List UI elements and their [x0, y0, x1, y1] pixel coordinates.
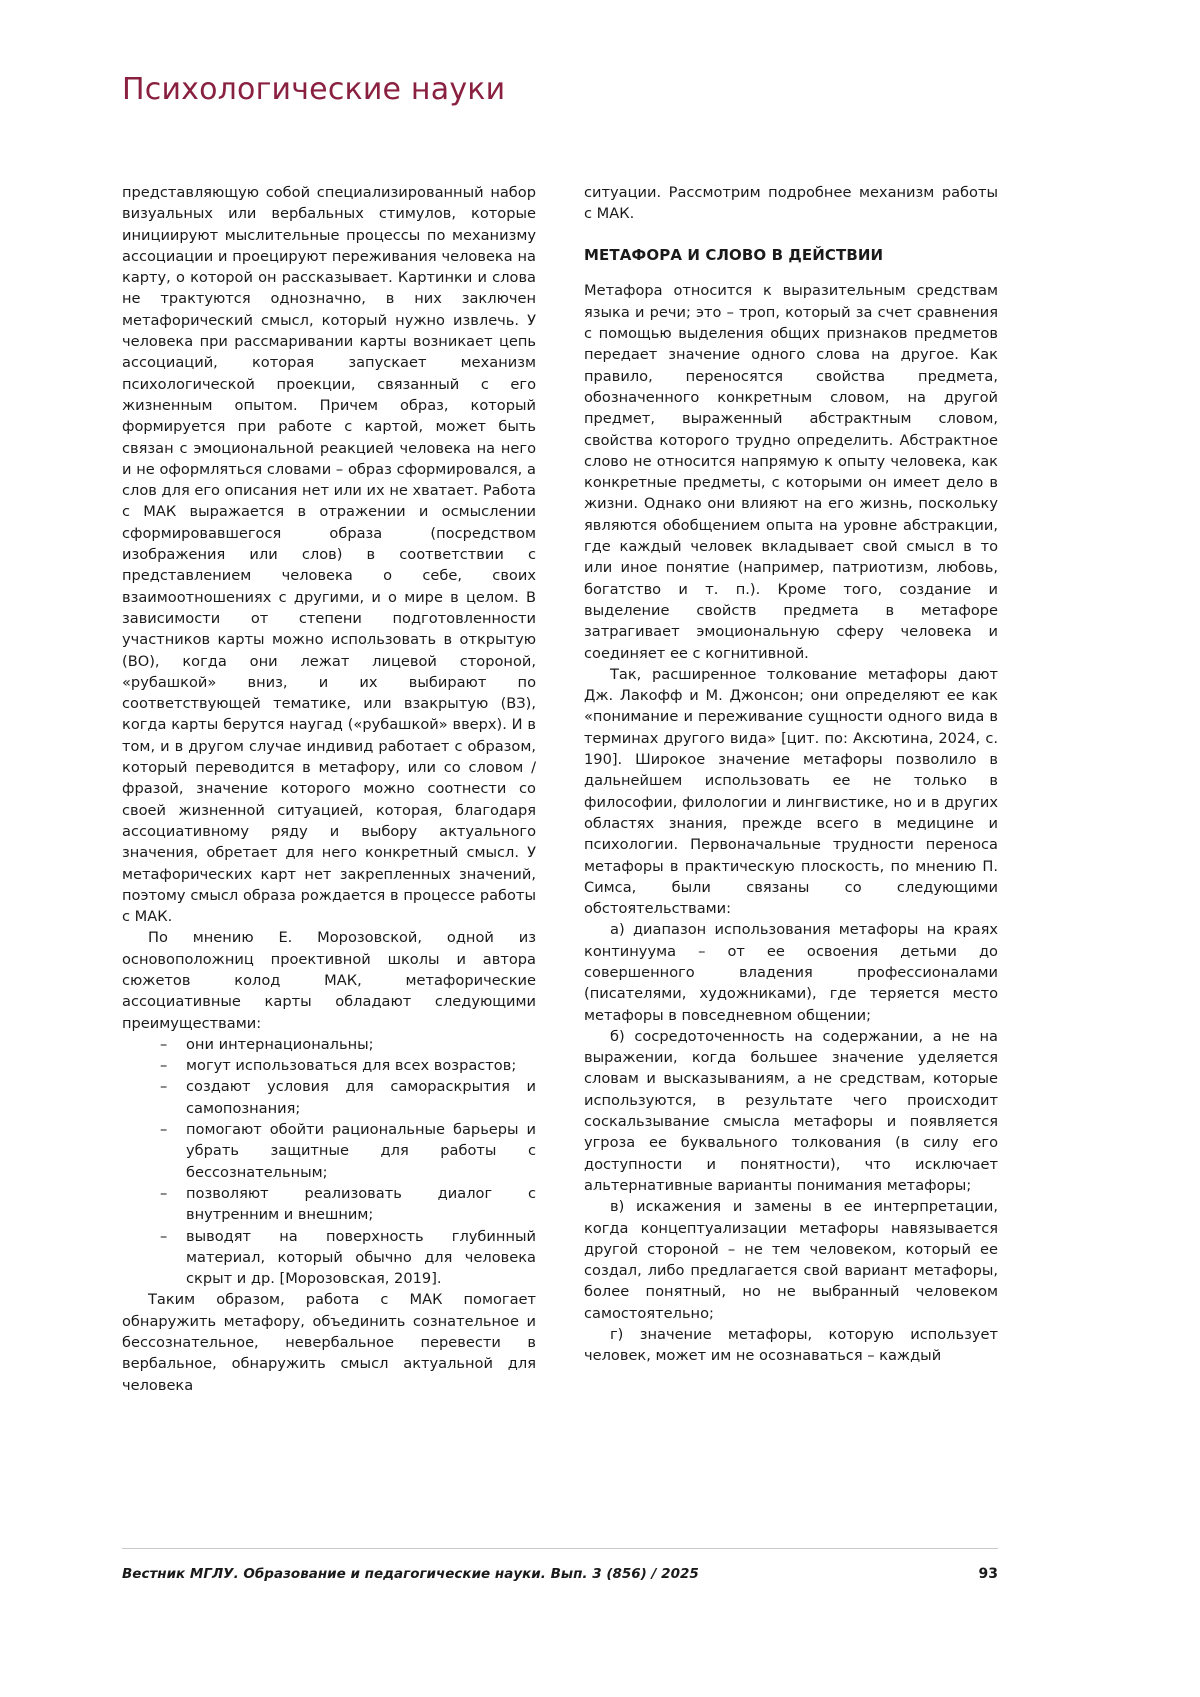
paragraph-right-5: в) искажения и замены в ее интерпретации, когда концептуализации метафоры навязывается другой стороной – не тем человеком, который ее создал, либо предлагается свой вариант метафоры, более понятный, но не выбранный человеком самостоятельно; — [584, 1198, 998, 1322]
paragraph-right-top: ситуации. Рассмотрим подробнее механизм работы с МАК. — [584, 184, 998, 223]
dash-bullet-icon: – — [160, 1227, 168, 1245]
paragraph-right-2: Так, расширенное толкование метафоры дают Дж. Лакофф и М. Джонсон; они определяют ее как «понимание и переживание сущности одного вида в терминах другого вида» [цит. по: Аксютина, 2024, с. 190]. Широкое значение метафоры позволило в дальнейшем использовать ее не только в философии, филологии и лингвистике, но и в других областях знания, прежде всего в медицине и психологии. Первоначальные трудности переноса метафоры в практическую плоскость, по мнению П. Симса, были связаны со следующими обстоятельствами: — [584, 665, 998, 918]
list-item — [122, 1055, 536, 1076]
advantages-list — [122, 1034, 536, 1290]
right-column — [584, 182, 998, 1396]
dash-bullet-icon: – — [160, 1035, 168, 1053]
list-item — [122, 1119, 536, 1183]
two-column-body — [122, 182, 998, 1396]
paragraph-right-1: Метафора относится к выразительным средствам языка и речи; это – троп, который за счет сравнения с помощью выделения общих признаков предметов передает значение одного слова на другое. Как правило, переносятся свойства предмета, обозначенного конкретным словом, на другой предмет, выраженный абстрактным словом, свойства которого трудно определить. Абстрактное слово не относится напрямую к опыту человека, как конкретные предметы, с которыми он имеет дело в жизни. Однако они влияют на его жизнь, поскольку являются обобщением опыта на уровне абстракции, где каждый человек вкладывает свой смысл в то или иное понятие (например, патриотизм, любовь, богатство и т. п.). Кроме того, создание и выделение свойств предмета в метафоре затрагивает эмоциональную сферу человека и соединяет ее с когнитивной. — [584, 282, 998, 662]
page-title: Психологические науки — [122, 72, 506, 107]
paragraph-right-6: г) значение метафоры, которую использует человек, может им не осознаваться – каждый — [584, 1326, 998, 1365]
list-item-text: выводят на поверхность глубинный материал, который обычно для человека скрыт и др. [Морозовская, 2019]. — [186, 1227, 536, 1288]
footer-divider — [122, 1548, 998, 1549]
dash-bullet-icon: – — [160, 1184, 168, 1202]
list-item-text: позволяют реализовать диалог с внутренним и внешним; — [186, 1184, 536, 1224]
dash-bullet-icon: – — [160, 1078, 168, 1096]
footer-journal-info: Вестник МГЛУ. Образование и педагогические науки. Вып. 3 (856) / 2025 — [122, 1566, 699, 1582]
paragraph-left-2: По мнению Е. Морозовской, одной из основоположниц проективной школы и автора сюжетов колод МАК, метафорические ассоциативные карты обладают следующими преимуществами: — [122, 929, 536, 1032]
list-item — [122, 1183, 536, 1226]
dash-bullet-icon: – — [160, 1121, 168, 1139]
paragraph-left-3: Таким образом, работа с МАК помогает обнаружить метафору, объединить сознательное и бессознательное, невербальное перевести в вербальное, обнаружить смысл актуальной для человека — [122, 1291, 536, 1394]
section-heading: МЕТАФОРА И СЛОВО В ДЕЙСТВИИ — [584, 245, 884, 264]
list-item — [122, 1226, 536, 1290]
footer-page-number: 93 — [978, 1566, 998, 1582]
paragraph-left-1: представляющую собой специализированный набор визуальных или вербальных стимулов, которые инициируют мыслительные процессы по механизму ассоциации и проецируют переживания человека на карту, о которой он рассказывает. Картинки и слова не трактуются однозначно, в них заключен метафорический смысл, который нужно извлечь. У человека при рассмаривании карты возникает цепь ассоциаций, которая запускает механизм психологической проекции, связанный с его жизненным опытом. Причем образ, который формируется при работе с картой, может быть связан с эмоциональной реакцией человека на него и не оформляться словами – образ сформировался, а слов для его описания нет или их не хватает. Работа с МАК выражается в отражении и осмыслении сформировавшегося образа (посредством изображения или слов) в соответствии с представлением человека о себе, своих взаимоотношениях с другими, и о мире в целом. В зависимости от степени подготовленности участников карты можно использовать в открытую (ВО), когда они лежат лицевой стороной, «рубашкой» вниз, и их выбирают по соответствующей тематике, или взакрытую (ВЗ), когда карты берутся наугад («рубашкой» вверх). И в том, и в другом случае индивид работает с образом, который переводится в метафору, или со словом / фразой, значение которого можно соотнести со своей жизненной ситуацией, которая, благодаря ассоциативному ряду и выбору актуального значения, обретает для него конкретный смысл. У метафорических карт нет закрепленных значений, поэтому смысл образа рождается в процессе работы с МАК. — [122, 184, 536, 926]
list-item-text: могут использоваться для всех возрастов; — [186, 1057, 517, 1075]
paragraph-right-3: а) диапазон использования метафоры на краях континуума – от ее освоения детьми до совершенного владения профессионалами (писателями, художниками), где теряется место метафоры в повседневном общении; — [584, 921, 998, 1024]
list-item — [122, 1034, 536, 1055]
list-item — [122, 1076, 536, 1119]
paragraph-right-4: б) сосредоточенность на содержании, а не на выражении, когда большее значение уделяется словам и высказываниям, а не средствам, которые используются, в результате чего происходит соскальзывание смысла метафоры и появляется угроза ее буквального толкования (в силу его доступности и понятности), что исключает альтернативные варианты понимания метафоры; — [584, 1027, 998, 1194]
list-item-text: создают условия для самораскрытия и самопознания; — [186, 1078, 536, 1117]
list-item-text: они интернациональны; — [186, 1035, 374, 1053]
left-column — [122, 182, 536, 1396]
dash-bullet-icon: – — [160, 1057, 168, 1075]
list-item-text: помогают обойти рациональные барьеры и убрать защитные для работы с бессознательным; — [186, 1121, 536, 1181]
